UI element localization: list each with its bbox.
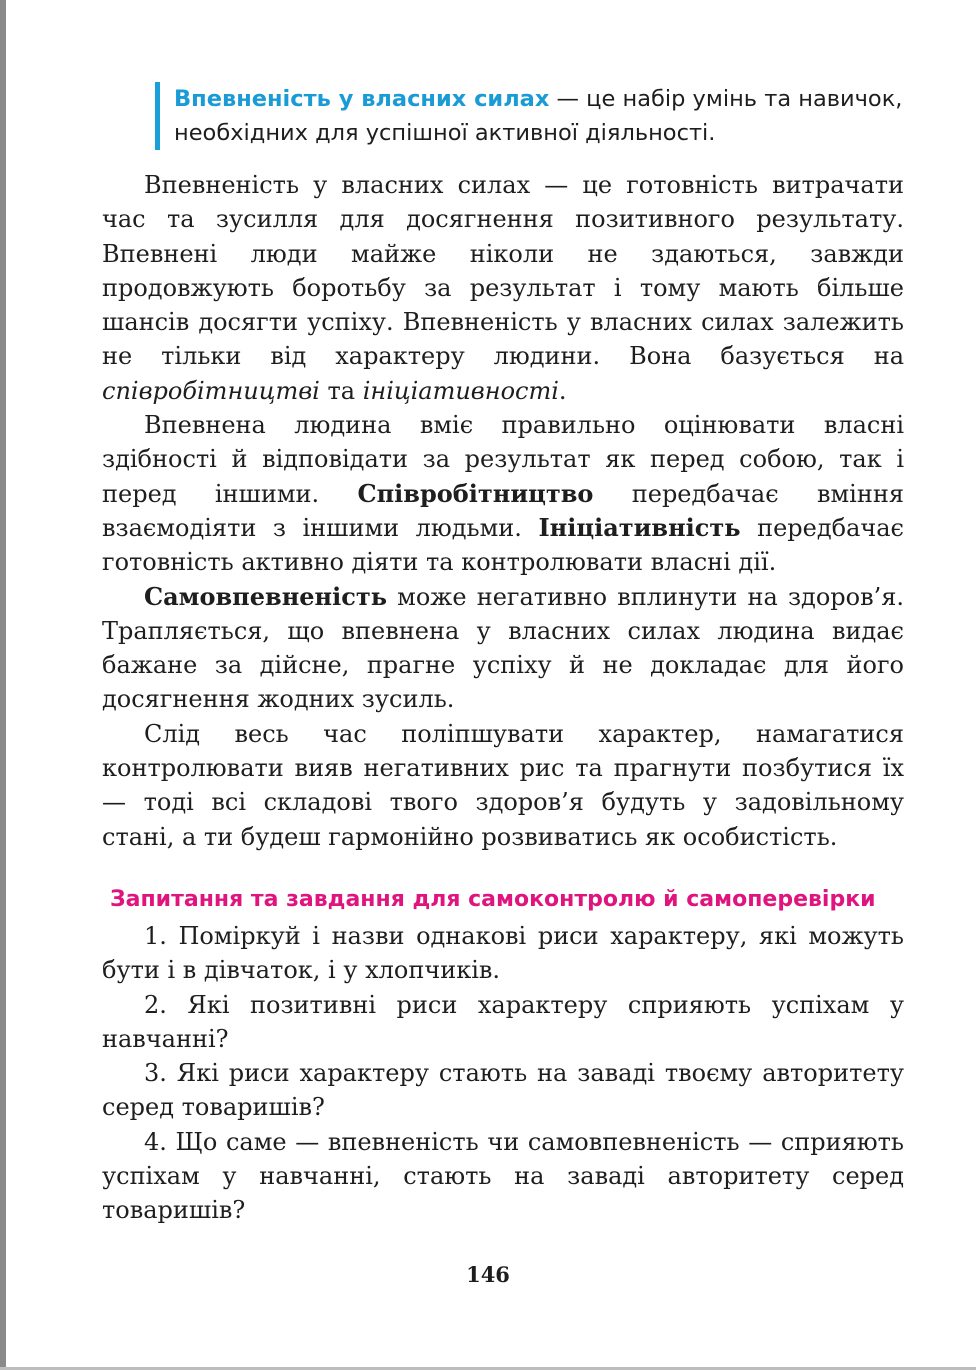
paragraph-1 <box>102 168 904 408</box>
paragraph-1-end: . <box>558 376 567 405</box>
paragraph-3-text: може негативно вплинути на здоров’я. Трапляється, що впевнена у власних силах людина видає бажане за дійсне, прагне успіху й не докладає для його досягнення жодних зусиль. <box>102 582 904 714</box>
term-cooperation-bold: Співробітництво <box>357 478 594 508</box>
paragraph-2-text-3: передбачає готовність активно діяти та контролювати власні дії. <box>102 513 904 577</box>
page-edge <box>0 0 6 1370</box>
question-item-1: 1. Поміркуй і назви однакові риси характеру, які можуть бути і в дівчаток, і у хлопчиків. <box>102 922 904 985</box>
questions-list <box>102 919 904 1228</box>
term-self-confidence-bold: Самовпевненість <box>144 581 387 611</box>
paragraph-2-text-2: передбачає вміння взаємодіяти з іншими людьми. <box>102 479 904 542</box>
question-item-3: 3. Які риси характеру стають на заваді твоєму авторитету серед товаришів? <box>102 1059 904 1122</box>
paragraph-1-text: Впевненість у власних силах — це готовність витрачати час та зусилля для досягнення позитивного результату. Впевнені люди майже ніколи не здаються, завжди продовжують боротьбу за результат і тому мають більше шансів досягти успіху. Впевненість у власних силах залежить не тільки від характеру людини. Вона базується на <box>102 171 904 371</box>
paragraph-2 <box>102 408 904 579</box>
paragraph-4-text: Слід весь час поліпшувати характер, намагатися контролювати вияв негативних рис та прагнути позбутися їх — тоді всі складові твого здоров’я будуть у задовільному стані, а ти будеш гармонійно розвиватись як особистість. <box>102 719 904 851</box>
paragraph-2-text: Впевнена людина вміє правильно оцінювати власні здібності й відповідати за результат як перед собою, так і перед іншими. <box>102 411 904 508</box>
definition-text: — це набір умінь та навичок, необхідних для успішної активної діяльності. <box>174 86 903 146</box>
question-item-2: 2. Які позитивні риси характеру сприяють успіхам у навчанні? <box>102 990 904 1053</box>
paragraph-3 <box>102 580 904 717</box>
question-item-4: 4. Що саме — впевненість чи самовпевненість — сприяють успіхам у навчанні, стають на заваді авторитету серед товаришів? <box>102 1127 904 1225</box>
body-text <box>102 168 904 854</box>
term-initiative-italic: ініціативності <box>362 376 559 405</box>
paragraph-1-mid: та <box>319 376 363 405</box>
questions-heading: Запитання та завдання для самоконтролю й самоперевірки <box>110 887 876 912</box>
definition-term: Впевненість у власних силах <box>174 86 550 112</box>
page-number: 146 <box>466 1262 510 1287</box>
term-cooperation-italic: співробітництві <box>102 376 320 405</box>
definition-box <box>155 82 934 150</box>
paragraph-4 <box>102 717 904 854</box>
term-initiative-bold: Ініціативність <box>538 512 741 542</box>
